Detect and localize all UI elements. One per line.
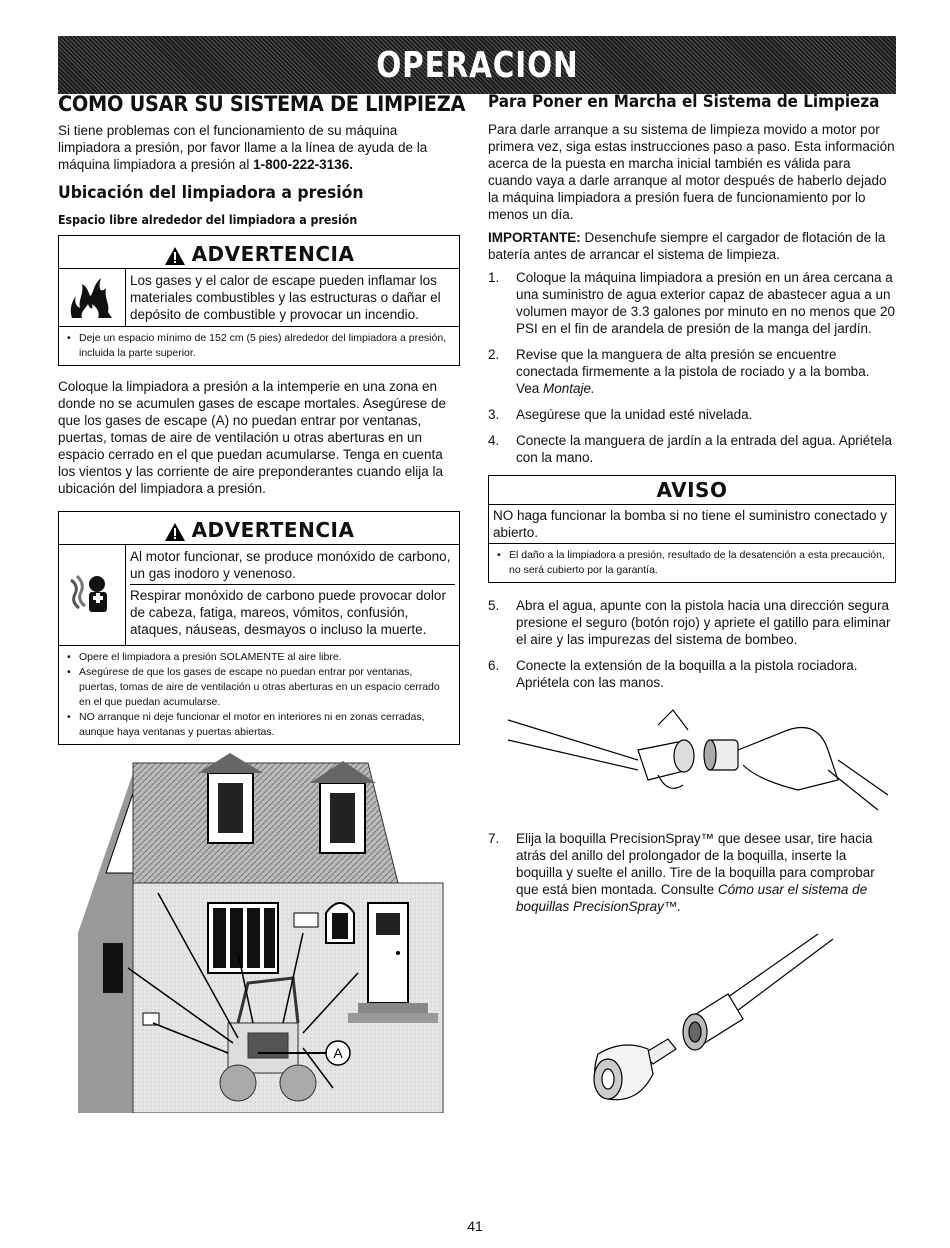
step-number: 5. [488,598,500,613]
step-text: Coloque la máquina limpiadora a presión en un área cercana a una suministro de agua exterior capaz de abastecer agua a un volumen mayor de 3.3 galones por minuto en no menos que 20 PSI en el fin de arandela de presión de la manga del jardín. [516,270,895,336]
steps-list-3 [488,830,896,915]
step-text: Elija la boquilla PrecisionSpray™ que desee usar, tire hacia atrás del anillo del prolongador de la boquilla, inserte la boquilla y suelte el anillo. Tire de la boquilla para comprobar que está bien montada. Consulte [516,831,875,897]
warning-text [126,545,459,645]
step-item [488,406,896,423]
fire-icon [59,269,126,326]
warning-title-text: ADVERTENCIA [191,518,355,542]
step-item [488,269,896,337]
startup-paragraph: Para darle arranque a su sistema de limpieza movido a motor por primera vez, siga estas instrucciones paso a paso. Esta información acerca de la puesta en marcha inicial también es válida para cuando vaya a darle arranque al motor después de haberlo dejado la máquina limpiadora a presión fuera de funcionamiento por lo menos un día. [488,122,895,222]
step-text: Conecte la extensión de la boquilla a la pistola rociadora. Apriétela con las manos. [516,658,858,690]
section-banner [58,36,896,94]
important-text: Desenchufe siempre el cargador de flotación de la batería antes de arrancar el sistema de limpieza. [488,230,886,262]
step-text: Asegúrese que la unidad esté nivelada. [516,407,753,422]
house-exhaust-illustration [58,753,458,1113]
step-text: Abra el agua, apunte con la pistola hacia una dirección segura presione el seguro (botón rojo) y apriete el gatillo para eliminar el aire y las impurezas del sistema de bombeo. [516,598,891,647]
warning-box-fire [58,235,460,366]
warning-bullets [59,326,459,365]
location-paragraph: Coloque la limpiadora a presión a la intemperie en una zona en donde no se acumulen gases de escape mortales. Asegúrese de que los gases de escape (A) no puedan entrar por ventanas, puertas, tomas de aire de ventilación u otras aberturas en un espacio cerrado en el que puedan acumularse. Tenga en cuenta los vientos y las corriente de aire preponderantes cuando elija la ubicación del limpiadora a presión. [58,379,447,496]
warning-title [59,236,459,268]
step-number: 1. [488,270,500,285]
notice-text: NO haga funcionar la bomba si no tiene el suministro conectado y abierto. [489,504,895,543]
right-column [488,92,896,1104]
notice-bullet: • El daño a la limpiadora a presión, resultado de la desatención a esta precaución, no será cubierto por la garantía. [495,548,889,578]
notice-box [488,475,896,583]
step-item [488,432,896,466]
step-item [488,346,896,397]
warning-title [59,512,459,544]
step-number: 7. [488,831,500,846]
steps-list [488,269,896,466]
step-item [488,597,896,648]
page-title: COMO USAR SU SISTEMA DE LIMPIEZA [58,92,466,116]
warning-bullets [59,645,459,744]
warning-text-1: Al motor funcionar, se produce monóxido de carbono, un gas inodoro y venenoso. [130,548,455,585]
phone-number: 1-800-222-3136. [253,157,353,172]
nozzle-insert-illustration [488,924,896,1104]
startup-heading: Para Poner en Marcha el Sistema de Limpieza [488,92,880,111]
step-number: 4. [488,433,500,448]
warning-text-2: Respirar monóxido de carbono puede provocar dolor de cabeza, fatiga, mareos, vómitos, confusión, ataques, náuseas, desmayos o incluso la muerte. [130,588,446,637]
important-label: IMPORTANTE: [488,230,581,245]
warning-triangle-icon [164,246,186,266]
step-text: Revise que la manguera de alta presión se encuentre conectada firmemente a la pistola de rociado y a la bomba. Vea [516,347,870,396]
warning-triangle-icon [164,522,186,542]
step-text-italic: Montaje. [543,381,595,396]
warning-title-text: ADVERTENCIA [191,242,355,266]
intro-paragraph [58,122,460,173]
warning-bullet: • Asegúrese de que los gases de escape no puedan entrar por ventanas, puertas, tomas de aire de ventilación u otras aberturas en un espacio cerrado en el que puedan acumularse. [65,665,453,710]
important-paragraph [488,229,896,263]
warning-bullet: • NO arranque ni deje funcionar el motor en interiores ni en zonas cerradas, aunque haya ventanas y puertas abiertas. [65,710,453,740]
left-column [58,92,466,1113]
step-number: 3. [488,407,500,422]
warning-row [59,544,459,645]
warning-bullet: • Deje un espacio mínimo de 152 cm (5 pies) alrededor del limpiadora a presión, incluida la parte superior. [65,331,453,361]
notice-title: AVISO [656,478,728,502]
step-number: 6. [488,658,500,673]
toxic-fumes-icon [59,545,126,645]
banner-title: OPERACION [375,44,579,86]
step-number: 2. [488,347,500,362]
warning-row [59,268,459,326]
step-text: Conecte la manguera de jardín a la entrada del agua. Apriétela con la mano. [516,433,893,465]
intro-text: Si tiene problemas con el funcionamiento de su máquina limpiadora a presión, por favor llame a la línea de ayuda de la máquina limpiadora a presión al [58,123,428,172]
warning-bullet: • Opere el limpiadora a presión SOLAMENTE al aire libre. [65,650,453,665]
location-heading: Ubicación del limpiadora a presión [58,183,364,203]
steps-list-2 [488,597,896,691]
step-item [488,830,896,915]
step-text-italic: Cómo usar el sistema de boquillas PrecisionSpray™. [516,882,868,914]
warning-text: Los gases y el calor de escape pueden inflamar los materiales combustibles y las estructuras o dañar el depósito de combustible y provocar un incendio. [130,273,441,322]
step-item [488,657,896,691]
notice-bullets [489,543,895,582]
page-number: 41 [467,1218,483,1234]
fig-label-a: A [333,1045,343,1061]
clearance-heading: Espacio libre alrededor del limpiadora a presión [58,213,358,227]
warning-box-co [58,511,460,745]
nozzle-extension-illustration [488,700,896,820]
